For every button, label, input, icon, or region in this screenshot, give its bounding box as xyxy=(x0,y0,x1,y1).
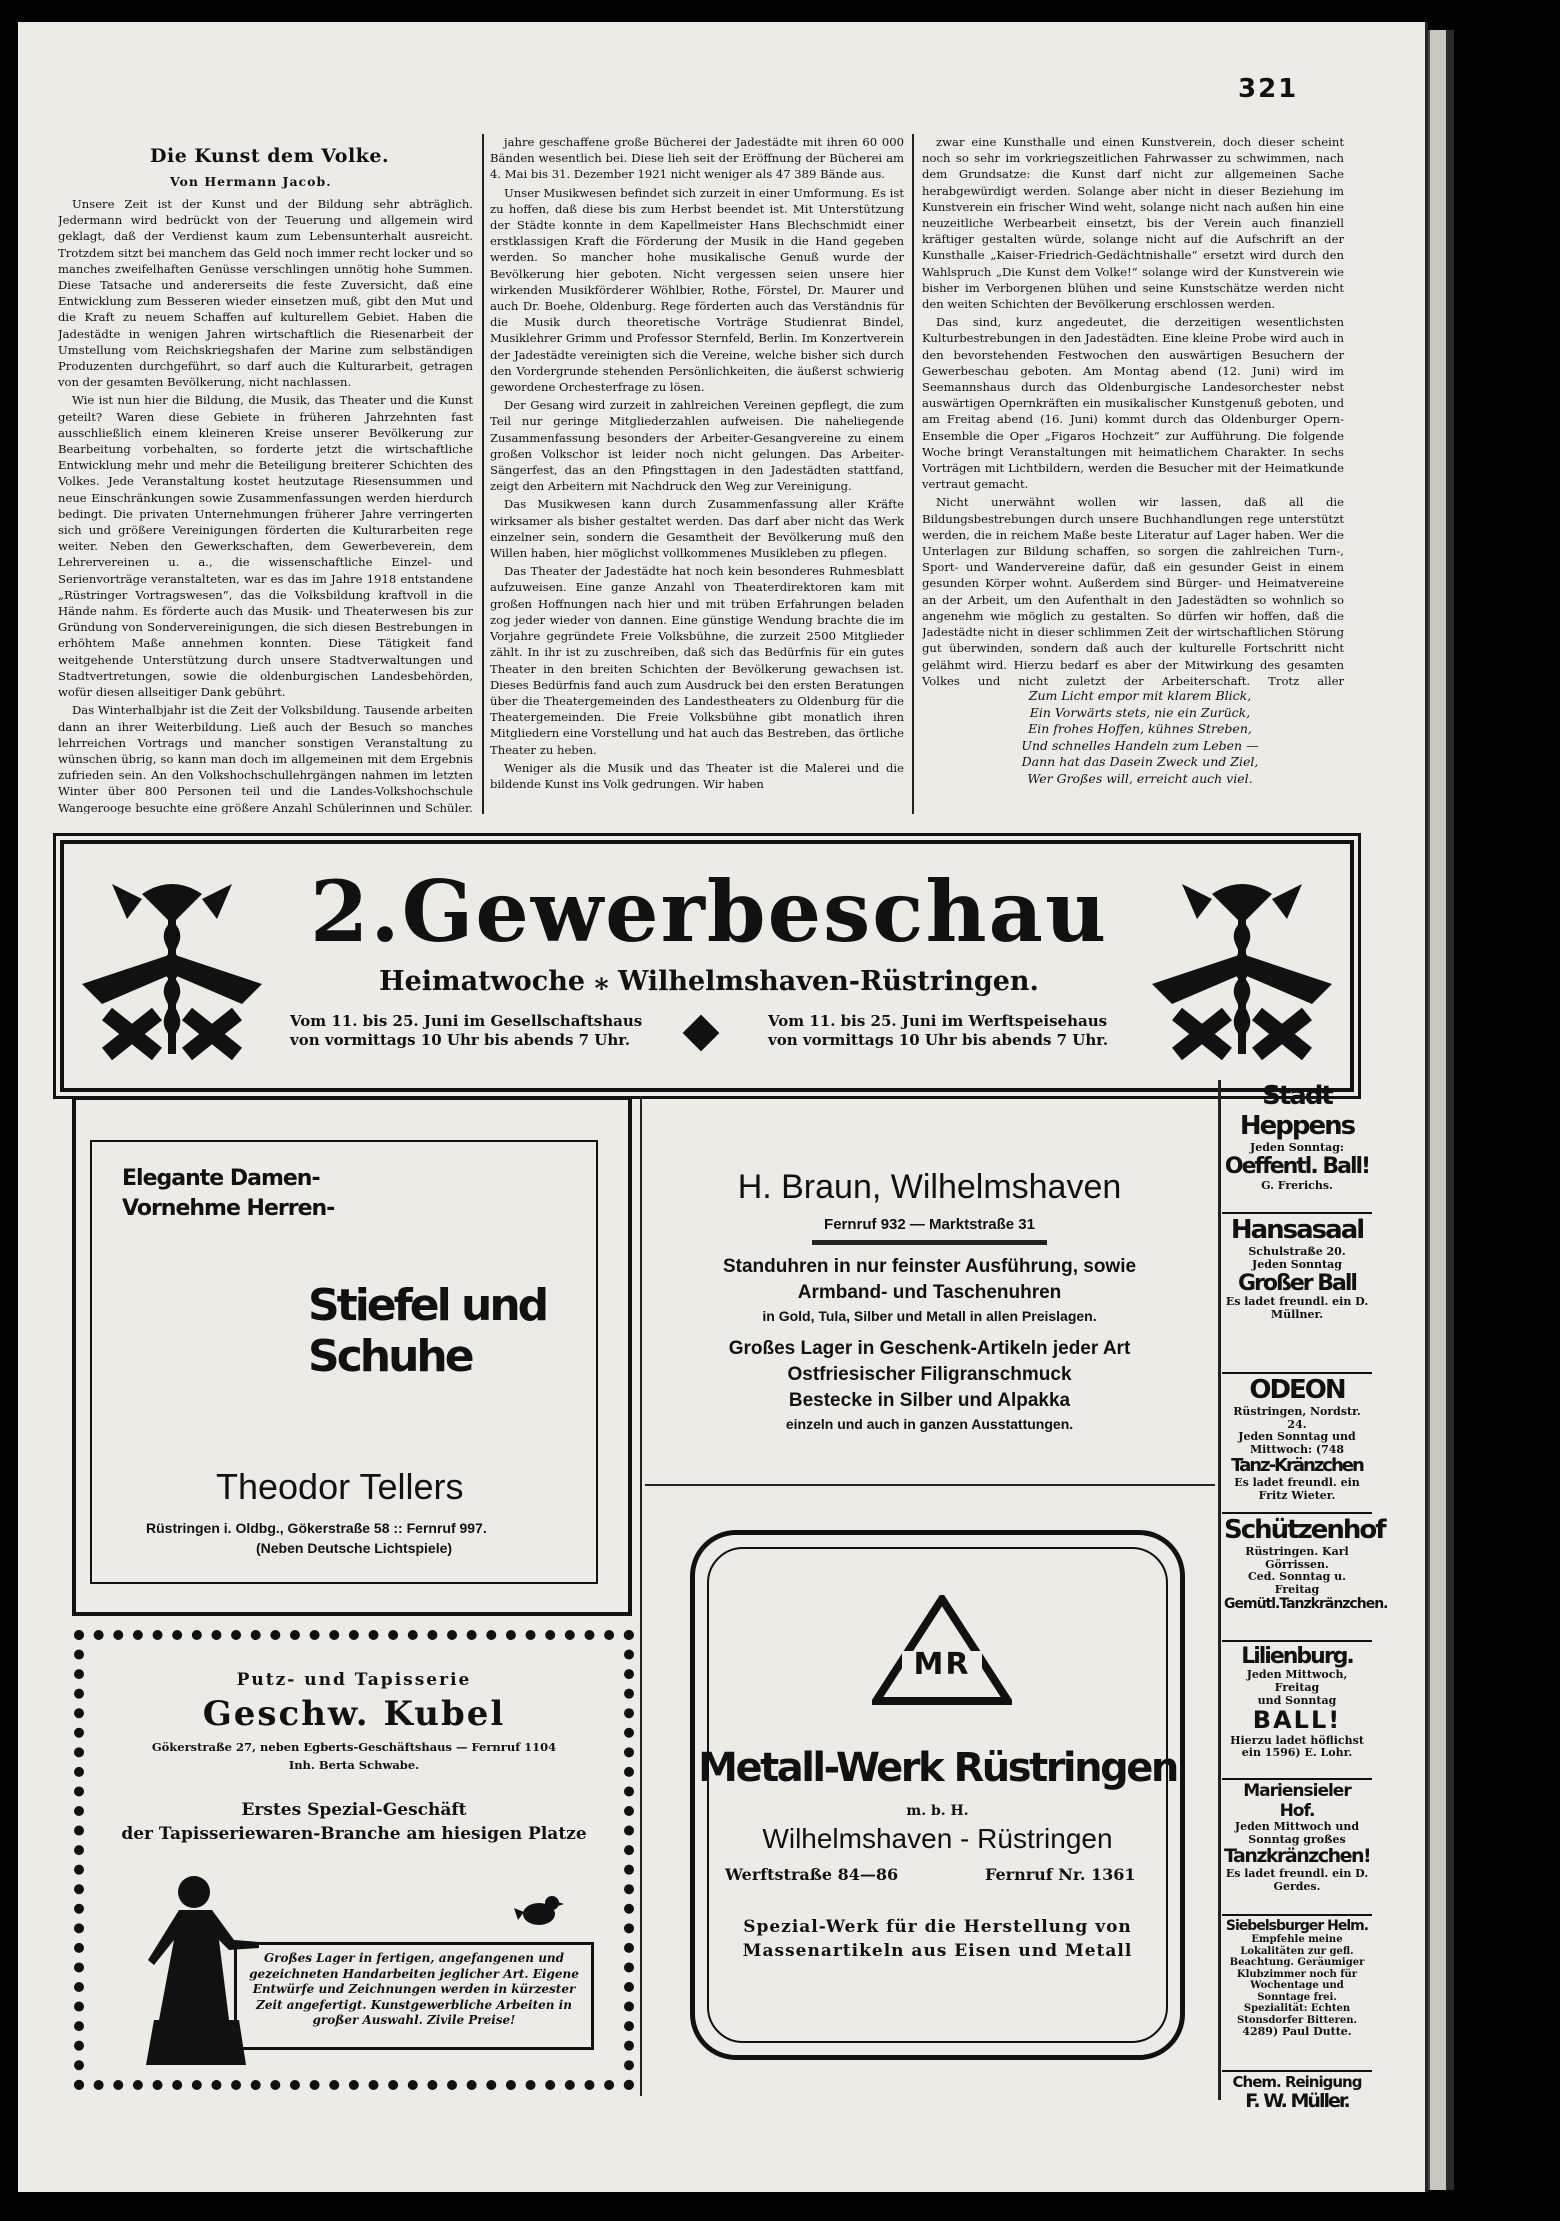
ad-contact: Fernruf 932 — Marktstraße 31 xyxy=(824,1216,1035,1233)
sidebar-ad xyxy=(1222,1374,1372,1514)
ad-company-suffix: m. b. H. xyxy=(906,1803,969,1819)
sidebar-ad-name: Siebelsburger Helm. xyxy=(1225,1918,1369,1934)
sidebar-ad-signature: Hierzu ladet höflichst ein 1596) E. Lohr. xyxy=(1230,1733,1364,1760)
date-line: von vormittags 10 Uhr bis abends 7 Uhr. xyxy=(290,1031,631,1049)
ad-line: Bestecke in Silber und Alpakka xyxy=(788,1390,1071,1411)
date-line: Vom 11. bis 25. Juni im Werftspeisehaus xyxy=(768,1012,1108,1030)
poem-line: Ein Vorwärts stets, nie ein Zurück, xyxy=(1029,704,1251,720)
article-byline: Von Hermann Jacob. xyxy=(170,174,332,189)
paragraph: jahre geschaffene große Bücherei der Jadestädte mit ihren 60 000 Bänden wesentlich bei. Diese lieh seit der Eröffnung der Bücherei am 4. Mai bis 31. Dezember 1921 nicht weniger als 47 389 Bände aus. xyxy=(490,135,904,182)
ad-company-name: Theodor Tellers xyxy=(216,1466,464,1507)
ad-note: (Neben Deutsche Lichtspiele) xyxy=(256,1540,453,1556)
banner-dates-right xyxy=(768,1012,1108,1050)
sidebar-ad-headline: Tanzkränzchen! xyxy=(1224,1845,1371,1868)
sidebar-ad-headline: Oeffentl. Ball! xyxy=(1224,1154,1370,1180)
ad-phone: Fernruf Nr. 1361 xyxy=(985,1865,1136,1884)
ad-braun xyxy=(642,1100,1217,1480)
sidebar-ad xyxy=(1222,1214,1372,1374)
sidebar-ad-line: Jeden Mittwoch und xyxy=(1234,1820,1360,1834)
sidebar-ad-name: ODEON xyxy=(1249,1375,1345,1405)
sidebar-ad-line: Spezialität: Echten Stonsdorfer Bitteren. xyxy=(1237,2003,1357,2026)
paragraph: Weniger als die Musik und das Theater ist die Malerei und die bildende Kunst ins Volk gedrungen. Wir haben xyxy=(490,760,904,791)
sidebar-ad-signature: Es ladet freundl. ein D. Müllner. xyxy=(1225,1295,1369,1322)
paragraph: Unser Musikwesen befindet sich zurzeit in einer Umformung. Es ist zu hoffen, daß diese bis zum Herbst beendet ist. Mit Unterstützung der Städte konnte in dem Kapellmeister Hans Blechschmidt einer erstklassigen Kraft die Förderung der Musik in die Hand gegeben werden. So mancher hohe musikalische Genuß wurde der Bevölkerung hier geboten. Nicht vergessen seien unsere hier wirkenden Musikförderer Wöhlbier, Rothe, Förstel, Dr. Maurer und auch Dr. Boehe, Oldenburg. Rege förderten auch das Verständnis für die Musik durch theoretische Vorträge Studienrat Bindel, Musiklehrer Grimm und Professor Sternfeld, Berlin. Im Konzertverein der Jadestädte vereinigten sich die Vereine, welche bisher sich durch den Vordergrunde stehenden Persönlichkeiten, die äußerst schwierig gewordene Orchesterfrage zu lösen. xyxy=(490,185,904,395)
sidebar-ad-line: Jeden Mittwoch, Freitag xyxy=(1246,1668,1348,1694)
sidebar-ad-line: Ced. Sonntag u. Freitag xyxy=(1248,1570,1346,1596)
banner-subtitle: Heimatwoche ⁎ Wilhelmshaven-Rüstringen. xyxy=(379,966,1039,997)
guild-emblem-right-icon xyxy=(1142,864,1342,1064)
ad-address: Gökerstraße 27, neben Egberts-Geschäftshaus — Fernruf 1104 xyxy=(151,1740,557,1754)
sidebar-ad-name: Schützenhof xyxy=(1224,1515,1385,1545)
ad-headline: Stiefel und Schuhe xyxy=(308,1280,547,1382)
article-title: Die Kunst dem Volke. xyxy=(150,145,390,167)
sidebar-ad-signature: Es ladet freundl. ein D. Gerdes. xyxy=(1225,1867,1369,1893)
sidebar-ad xyxy=(1222,1916,1372,2072)
ad-kubel xyxy=(74,1630,634,2090)
ad-line: Standuhren in nur feinster Ausführung, sowie xyxy=(722,1256,1137,1277)
sidebar-ad-name: Mariensieler Hof. xyxy=(1243,1781,1351,1821)
sidebar-ad xyxy=(1222,1780,1372,1916)
column-rule xyxy=(482,134,484,814)
ad-line: Ostfriesischer Filigranschmuck xyxy=(787,1364,1072,1385)
sidebar-ad-line: Rüstringen. Karl Görrissen. xyxy=(1245,1544,1349,1571)
sidebar-ad-line: Schulstraße 20. xyxy=(1248,1244,1346,1258)
paragraph: Unsere Zeit ist der Kunst und der Bildung sehr abträglich. Jedermann wird bedrückt von der Teuerung und allgemein wird geklagt, daß der Verdienst kaum zum Lebensunterhalt ausreicht. Trotzdem sitzt bei manchem das Geld noch immer recht locker und so manches zweifelhaften Genüsse verschlingen unnötig hohe Summen. Diese Tatsache und andererseits die feste Zuversicht, daß eine Entwicklung zum Besseren wieder einsetzen muß, gibt den Mut und die Kraft zu neuem Schaffen auf kulturellem Gebiet. Haben die Jadestädte in wenigen Jahren wirtschaftlich die Riesenarbeit der Umstellung vom Reichskriegshafen der Marine zum selbständigen Produzenten durchgeführt, so darf auch die Kulturarbeit, getragen von der gesamten Bevölkerung, nicht nachlassen. xyxy=(58,197,473,390)
poem-line: Ein frohes Hoffen, kühnes Streben, xyxy=(1028,721,1252,736)
ad-line: Elegante Damen- xyxy=(122,1166,320,1191)
sidebar-ad-headline: Großer Ball xyxy=(1238,1271,1356,1297)
paragraph: Das Musikwesen kann durch Zusammenfassung aller Kräfte wirksamer als bisher gestaltet werden. Das darf aber nicht das Werk einzelner sein, sondern die Gesamtheit der Bevölkerung muß den Willen haben, hier möglichst vollkommenes Musikleben zu pflegen. xyxy=(490,497,904,561)
sidebar-ad-line: Rüstringen, Nordstr. 24. xyxy=(1233,1404,1361,1431)
sidebar-ad-line: Empfehle meine Lokalitäten zur gefl. Beachtung. Geräumiger Klubzimmer noch für Wochentage und Sonntage frei. xyxy=(1229,1934,1365,2003)
sidebar-ad xyxy=(1222,2072,1372,2119)
sidebar-ad-headline: F. W. Müller. xyxy=(1245,2090,1349,2113)
ad-owner: Inh. Berta Schwabe. xyxy=(288,1758,420,1772)
ad-company-name: Geschw. Kubel xyxy=(202,1694,506,1734)
gewerbeschau-banner xyxy=(60,840,1354,1092)
poem-line: Wer Großes will, erreicht auch viel. xyxy=(1027,770,1253,786)
diamond-icon xyxy=(683,1015,720,1052)
ad-info-box: Großes Lager in fertigen, angefangenen und gezeichneten Handarbeiten jeglicher Art. Eigene Entwürfe und Zeichnungen werden in kürzester Zeit angefertigt. Kunstgewerbliche Arbeiten in großer Auswahl. Zivile Preise! xyxy=(234,1942,594,2050)
ad-line: der Tapisseriewaren-Branche am hiesigen Platze xyxy=(121,1824,587,1844)
ad-street: Werftstraße 84—86 xyxy=(725,1865,899,1884)
ad-company-name: Metall-Werk Rüstringen xyxy=(698,1745,1177,1791)
sidebar-ad-line: Jeden Sonntag xyxy=(1252,1257,1342,1271)
date-line: von vormittags 10 Uhr bis abends 7 Uhr. xyxy=(768,1031,1109,1049)
banner-title: 2.Gewerbeschau xyxy=(309,862,1109,961)
ad-company-name: H. Braun, Wilhelmshaven xyxy=(737,1168,1122,1206)
bird-icon xyxy=(514,1890,564,1932)
paragraph: Nicht unerwähnt wollen wir lassen, daß all die Bildungsbestrebungen durch unsere Buchhandlungen rege unterstützt werden, die in reichem Maße beste Literatur auf Lager haben. Wer die Unterlagen zur Bildung schaffen, so sorgen die zahlreichen Turn-, Sport- und Wandervereine dafür, daß ein gesunder Geist in einem gesunden Körper wohnt. Außerdem sind Bürger- und Heimatvereine an der Arbeit, um den Aufenthalt in den Jadestädten so wohnlich so angenehm wie möglich zu gestalten. So dürfen wir hoffen, daß die Jadestädte nicht in dieser schlimmen Zeit der wirtschaftlichen Störung gut überwinden, sondern daß auch der kulturelle Fortschritt nicht gelähmt wird. Hierzu bedarf es aber der Mitwirkung des gesamten Volkes und nicht zuletzt der Arbeiterschaft. Trotz aller xyxy=(922,495,1344,686)
sidebar-ads xyxy=(1222,1080,1388,2113)
sidebar-ad-name: Hansasaal xyxy=(1230,1215,1364,1245)
date-line: Vom 11. bis 25. Juni im Gesellschaftshaus xyxy=(290,1012,643,1030)
ad-line: Massenartikeln aus Eisen und Metall xyxy=(742,1941,1133,1961)
sidebar-ad-line: Jeden Sonntag und xyxy=(1238,1430,1356,1444)
article-column-3 xyxy=(922,134,1344,686)
ad-divider xyxy=(640,1096,642,2096)
ad-line: Putz- und Tapisserie xyxy=(236,1670,472,1690)
ad-address: Rüstringen i. Oldbg., Gökerstraße 58 :: Fernruf 997. xyxy=(146,1520,487,1536)
sidebar-ad-headline: Tanz-Kränzchen xyxy=(1231,1455,1363,1477)
ad-divider xyxy=(645,1484,1215,1486)
article-column-2 xyxy=(490,134,904,814)
sidebar-ad-name: Stadt Heppens xyxy=(1239,1081,1355,1141)
paragraph: Wie ist nun hier die Bildung, die Musik, das Theater und die Kunst geteilt? Waren diese Gebiete in früheren Jahrzehnten fast ausschließlich einem kleineren Kreise unserer Bevölkerung zur Bearbeitung vorbehalten, so forderte jetzt die wirtschaftliche Entwicklung mehr und mehr die Beteiligung breiterer Schichten des Volkes. Jede Veranstaltung kostet heutzutage Riesensummen und neue Einschränkungen sowie Zusammenfassungen werden hierdurch bedingt. Die privaten Unternehmungen früherer Jahre verringerten sich und größere Vereinigungen förderten die Kulturarbeiten rege weiter. Neben den Gewerkschaften, dem Gewerbeverein, dem Lehrervereinen u. a., die wissenschaftliche Einzel- und Serienvorträge veranstalteten, war es das im Jahre 1918 entstandene „Rüstringer Vortragswesen“, das die Volksbildung kraftvoll in die Hände nahm. Es förderte auch das Musik- und Theaterwesen bis zur Gründung von Sondervereinigungen, die sich diesen Bestrebungen in erhöhtem Maße annehmen konnten. Diese Tätigkeit fand weitgehende Unterstützung durch unsere Stadtverwaltungen und Stadtvertretungen, sowie die oldenburgischen Landesbehörden, wofür diesen allseitiger Dank gebührt. xyxy=(58,393,473,700)
ad-line: Spezial-Werk für die Herstellung von xyxy=(743,1917,1132,1937)
banner-dates-left xyxy=(290,1012,642,1050)
poem-line: Zum Licht empor mit klarem Blick, xyxy=(1028,688,1252,703)
article-column-1 xyxy=(58,196,473,814)
ad-metall-werk xyxy=(690,1530,1185,2060)
page-binding xyxy=(1428,30,1454,2190)
sidebar-ad-signature: Es ladet freundl. ein Fritz Wieter. xyxy=(1234,1476,1360,1502)
sidebar-ad-line: 4289) Paul Dutte. xyxy=(1242,2025,1352,2039)
paragraph: Das Winterhalbjahr ist die Zeit der Volksbildung. Tausende arbeiten dann an ihrer Weiterbildung. Ließ auch der Besuch so manches lehrreichen Vortrags und mancher sonstigen Veranstaltung zu wünschen übrig, so kann man doch im allgemeinen mit dem Ergebnis zufrieden sein. An den Volkshochschullehrgängen nahmen im letzten Winter über 800 Personen teil und die Landes-Volkshochschule Wangerooge besuchte eine größere Anzahl Schülerinnen und Schüler. xyxy=(58,703,473,814)
ad-line: Armband- und Taschenuhren xyxy=(797,1282,1062,1303)
guild-emblem-left-icon xyxy=(72,864,272,1064)
sidebar-ad-line: Jeden Sonntag: xyxy=(1250,1140,1344,1154)
sidebar-ad-signature: G. Frerichs. xyxy=(1261,1178,1333,1192)
column-rule xyxy=(912,134,914,814)
sidebar-ad xyxy=(1222,1080,1372,1214)
ad-line: in Gold, Tula, Silber und Metall in allen Preislagen. xyxy=(762,1308,1097,1324)
sidebar-ad-line: und Sonntag xyxy=(1257,1693,1337,1707)
poem xyxy=(960,688,1320,787)
ad-divider xyxy=(1218,1080,1221,2100)
divider xyxy=(812,1240,1047,1245)
ad-line: Vornehme Herren- xyxy=(122,1196,335,1221)
poem-line: Dann hat das Dasein Zweck und Ziel, xyxy=(1021,754,1259,769)
sidebar-ad-line: Sonntag großes xyxy=(1248,1832,1346,1846)
sidebar-ad xyxy=(1222,1514,1388,1642)
sidebar-ad-headline: Gemütl.Tanzkränzchen. xyxy=(1224,1596,1388,1613)
poem-line: Und schnelles Handeln zum Leben — xyxy=(1021,737,1259,753)
ad-line: Großes Lager in Geschenk-Artikeln jeder Art xyxy=(728,1338,1131,1359)
sidebar-ad-name: Lilienburg. xyxy=(1241,1644,1353,1669)
paragraph: zwar eine Kunsthalle und einen Kunstverein, doch dieser scheint noch so sehr im vorkriegszeitlichen Fahrwasser zu schwimmen, nach dem Grundsatze: die Kunst darf nicht zur allgemeinen Sache herabgewürdigt werden. Solange aber nicht in dieser Beziehung im Kunstverein ein frischer Wind weht, solange nicht nach außen hin eine neuzeitliche Werbearbeit einsetzt, bis der Verein auch finanziell kräftiger gestalten würde, solange nicht auf die Aufschrift an der Kunsthalle „Kaiser-Friedrich-Gedächtnishalle“ ersetzt wird durch den Wahlspruch „Die Kunst dem Volke!“ solange wird der Kunstverein wie bisher im Verborgenen blühen und seine Kunstschätze werden nicht den weiten Schichten der Bevölkerung erschlossen werden. xyxy=(922,135,1344,312)
sidebar-ad xyxy=(1222,1642,1372,1780)
sidebar-ad-headline: BALL! xyxy=(1252,1706,1342,1735)
ad-city: Wilhelmshaven - Rüstringen xyxy=(762,1823,1113,1854)
paragraph: Das sind, kurz angedeutet, die derzeitigen wesentlichsten Kulturbestrebungen in den Jadestädten. Eine kleine Probe wird auch in den bevorstehenden Festwochen den auswärtigen Besuchern der Gewerbeschau geboten. Am Montag abend (12. Juni) wird im Seemannshaus durch das Oldenburgische Landesorchester nebst auswärtigen Opernkräften ein musikalischer Kunstgenuß geboten, und am Freitag abend (16. Juni) kommt durch das Oldenburger Opern-Ensemble die Oper „Figaros Hochzeit“ zur Aufführung. Die folgende Woche bringt Veranstaltungen mit heimatlichem Charakter. In sechs Vorträgen mit Lichtbildern, werden die Besucher mit der Heimatkunde vertraut gemacht. xyxy=(922,315,1344,492)
paragraph: Das Theater der Jadestädte hat noch kein besonderes Ruhmesblatt aufzuweisen. Eine ganze Anzahl von Theaterdirektoren kam mit großen Hoffnungen nach hier und mit trüben Erfahrungen beladen zog jeder wieder von dannen. Eine günstige Wendung brachte die im Vorjahre gegründete Freie Volksbühne, die zurzeit 2500 Mitglieder zählt. In ihr ist zu zuschreiben, daß sich das Bedürfnis für ein gutes Theater in den breiten Schichten der Bevölkerung gewachsen ist. Dieses Bedürfnis fand auch zum Ausdruck bei den ersten Beratungen über die Theatergemeinden des Landestheaters zu Oldenburg für die Theatergemeinden. Die Freie Volksbühne gibt monatlich ihren Mitgliedern eine Vorstellung und hat auch das Bestreben, das örtliche Theater zu heben. xyxy=(490,564,904,757)
sidebar-ad-line: Mittwoch: (748 xyxy=(1249,1442,1345,1456)
paragraph: Der Gesang wird zurzeit in zahlreichen Vereinen gepflegt, die zum Teil nur geringe Mitgliederzahlen aufweisen. Die naheliegende Zusammenfassung besonders der Arbeiter-Gesangvereine zu einem großen Volkschor ist leider noch nicht gelungen. Das Arbeiter-Sängerfest, das an den Pfingsttagen in den Jadestädten stattfand, zeigt den Arbeitern mit Nachdruck den Weg zur Vereinigung. xyxy=(490,398,904,494)
ad-logo-text: MR xyxy=(913,1647,971,1682)
sidebar-ad-name: Chem. Reinigung xyxy=(1232,2073,1362,2091)
ad-tellers xyxy=(72,1096,632,1616)
ad-line: einzeln und auch in ganzen Ausstattungen. xyxy=(785,1416,1074,1432)
page-number: 321 xyxy=(1238,74,1299,104)
ad-line: Erstes Spezial-Geschäft xyxy=(241,1800,467,1820)
